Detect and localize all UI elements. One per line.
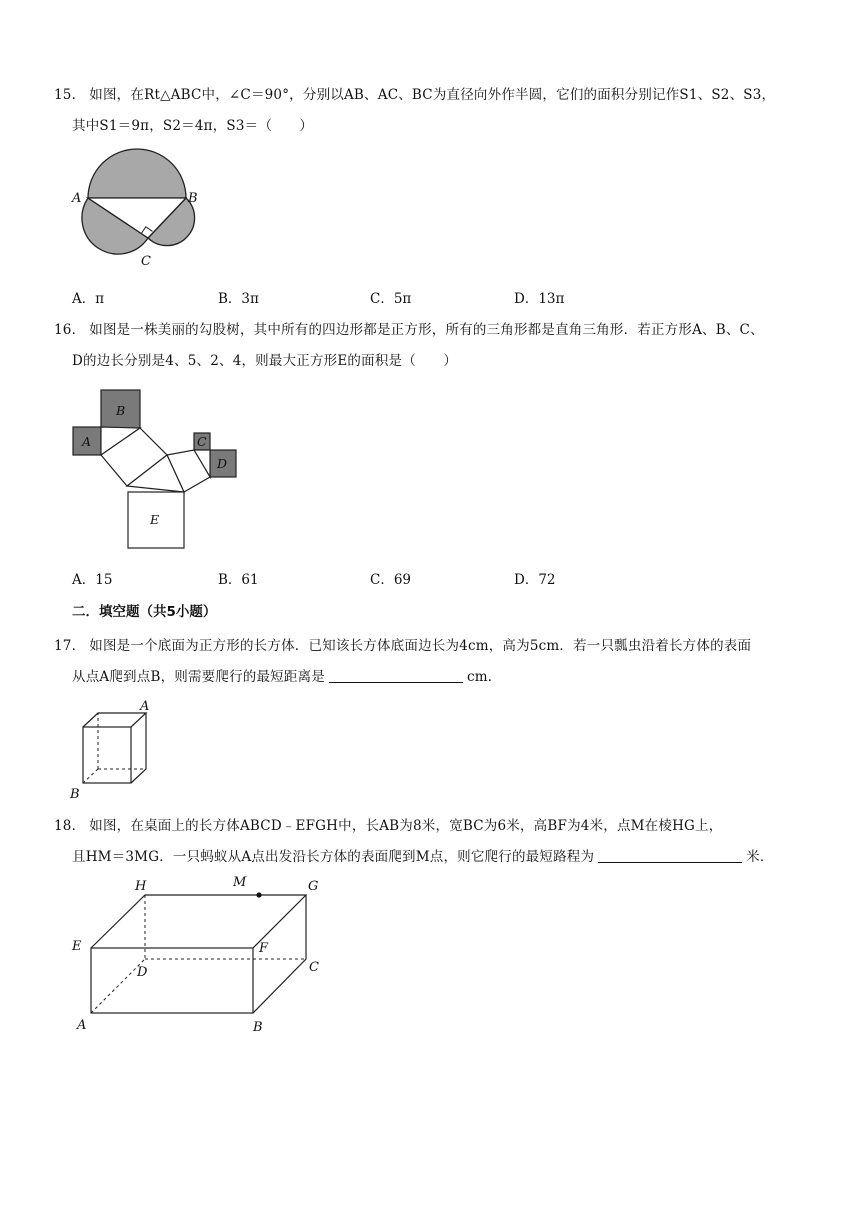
- q17-top-edges: [83, 713, 146, 727]
- q17-label-b: B: [70, 787, 80, 802]
- q18-label-d: D: [137, 965, 148, 980]
- q15-option-a[interactable]: A．π: [72, 291, 105, 307]
- q18-label-a: A: [77, 1018, 87, 1033]
- q17-hidden-edge-3: [83, 769, 98, 783]
- q18-label-g: G: [308, 879, 319, 894]
- q16-option-b[interactable]: B．61: [218, 572, 259, 588]
- q16-figure: [70, 388, 245, 553]
- q17-label-a: A: [140, 699, 150, 714]
- q18-stem-line1: 如图，在桌面上的长方体ABCD﹣EFGH中，长AB为8米，宽BC为6米，高BF为4米，点M在棱HG上，: [89, 818, 723, 834]
- q17-unit: cm．: [466, 669, 502, 685]
- q18-label-c: C: [309, 960, 319, 975]
- q18-top-face: [91, 895, 306, 948]
- q15-label-c: C: [141, 254, 151, 269]
- q15-line1: [54, 80, 814, 111]
- q16-text: [54, 315, 814, 377]
- section-title: 二．填空题（共5小题）: [72, 604, 217, 620]
- q18-unit: 米．: [746, 849, 774, 865]
- q16-number: 16．: [54, 322, 86, 338]
- q17-line2: [54, 662, 814, 693]
- q16-option-a[interactable]: A．15: [72, 572, 113, 588]
- q18-front-face: [91, 948, 253, 1013]
- q15-number: 15．: [54, 87, 86, 103]
- q16-label-e: E: [150, 512, 160, 527]
- q16-option-d[interactable]: D．72: [514, 572, 556, 588]
- q18-answer-blank[interactable]: [598, 848, 742, 863]
- q16-label-c: C: [197, 434, 207, 449]
- q17-stem-line1: 如图是一个底面为正方形的长方体．已知该长方体底面边长为4cm，高为5cm．若一只瓢虫沿着长方体的表面: [89, 638, 752, 654]
- q17-stem-line2: 从点A爬到点B，则需要爬行的最短距离是: [72, 669, 325, 685]
- q16-label-d: D: [217, 456, 228, 471]
- q15-semicircle-ab: [88, 149, 186, 198]
- q16-stem-line1: 如图是一株美丽的勾股树，其中所有的四边形都是正方形，所有的三角形都是直角三角形．若正方形A、B、C、: [89, 322, 764, 338]
- q18-label-b: B: [253, 1020, 263, 1035]
- q16-line2: D的边长分别是4、5、2、4，则最大正方形E的面积是（ ）: [72, 353, 458, 369]
- q17-line1: [54, 631, 814, 662]
- q18-label-h: H: [135, 879, 147, 894]
- q15-option-c[interactable]: C．5π: [370, 291, 412, 307]
- q18-label-f: F: [259, 941, 269, 956]
- q15-option-b[interactable]: B．3π: [218, 291, 259, 307]
- q18-label-e: E: [72, 939, 82, 954]
- q17-right-edges: [131, 713, 146, 783]
- q15-figure: [68, 150, 218, 275]
- q17-figure: [66, 698, 166, 803]
- q15-option-d[interactable]: D．13π: [514, 291, 565, 307]
- q18-number: 18．: [54, 818, 86, 834]
- q18-stem-line2: 且HM＝3MG．一只蚂蚁从A点出发沿长方体的表面爬到M点，则它爬行的最短路程为: [72, 849, 595, 865]
- q18-line2: [54, 842, 814, 873]
- q15-label-a: A: [72, 191, 82, 206]
- q18-point-m: [256, 892, 261, 897]
- q15-options: [72, 287, 772, 309]
- q18-figure: [66, 872, 336, 1037]
- q15-text: [54, 80, 814, 142]
- q17-answer-blank[interactable]: [329, 668, 463, 683]
- q18-label-m: M: [233, 875, 247, 890]
- q18-line1: [54, 811, 814, 842]
- q17-number: 17．: [54, 638, 86, 654]
- q15-stem-line1: 如图，在Rt△ABC中，∠C＝90°，分别以AB、AC、BC为直径向外作半圆，它们的面积分别记作S1、S2、S3，: [89, 87, 776, 103]
- q15-label-b: B: [188, 191, 198, 206]
- q16-label-a: A: [82, 434, 92, 449]
- q17-front-face: [83, 727, 131, 783]
- q16-options: [72, 568, 772, 590]
- q18-text: [54, 811, 814, 873]
- q16-label-b: B: [116, 403, 126, 418]
- q17-text: [54, 631, 814, 693]
- q16-option-c[interactable]: C．69: [370, 572, 412, 588]
- q15-line2: 其中S1＝9π，S2＝4π，S3＝（ ）: [72, 118, 314, 134]
- q16-line1: [54, 315, 814, 346]
